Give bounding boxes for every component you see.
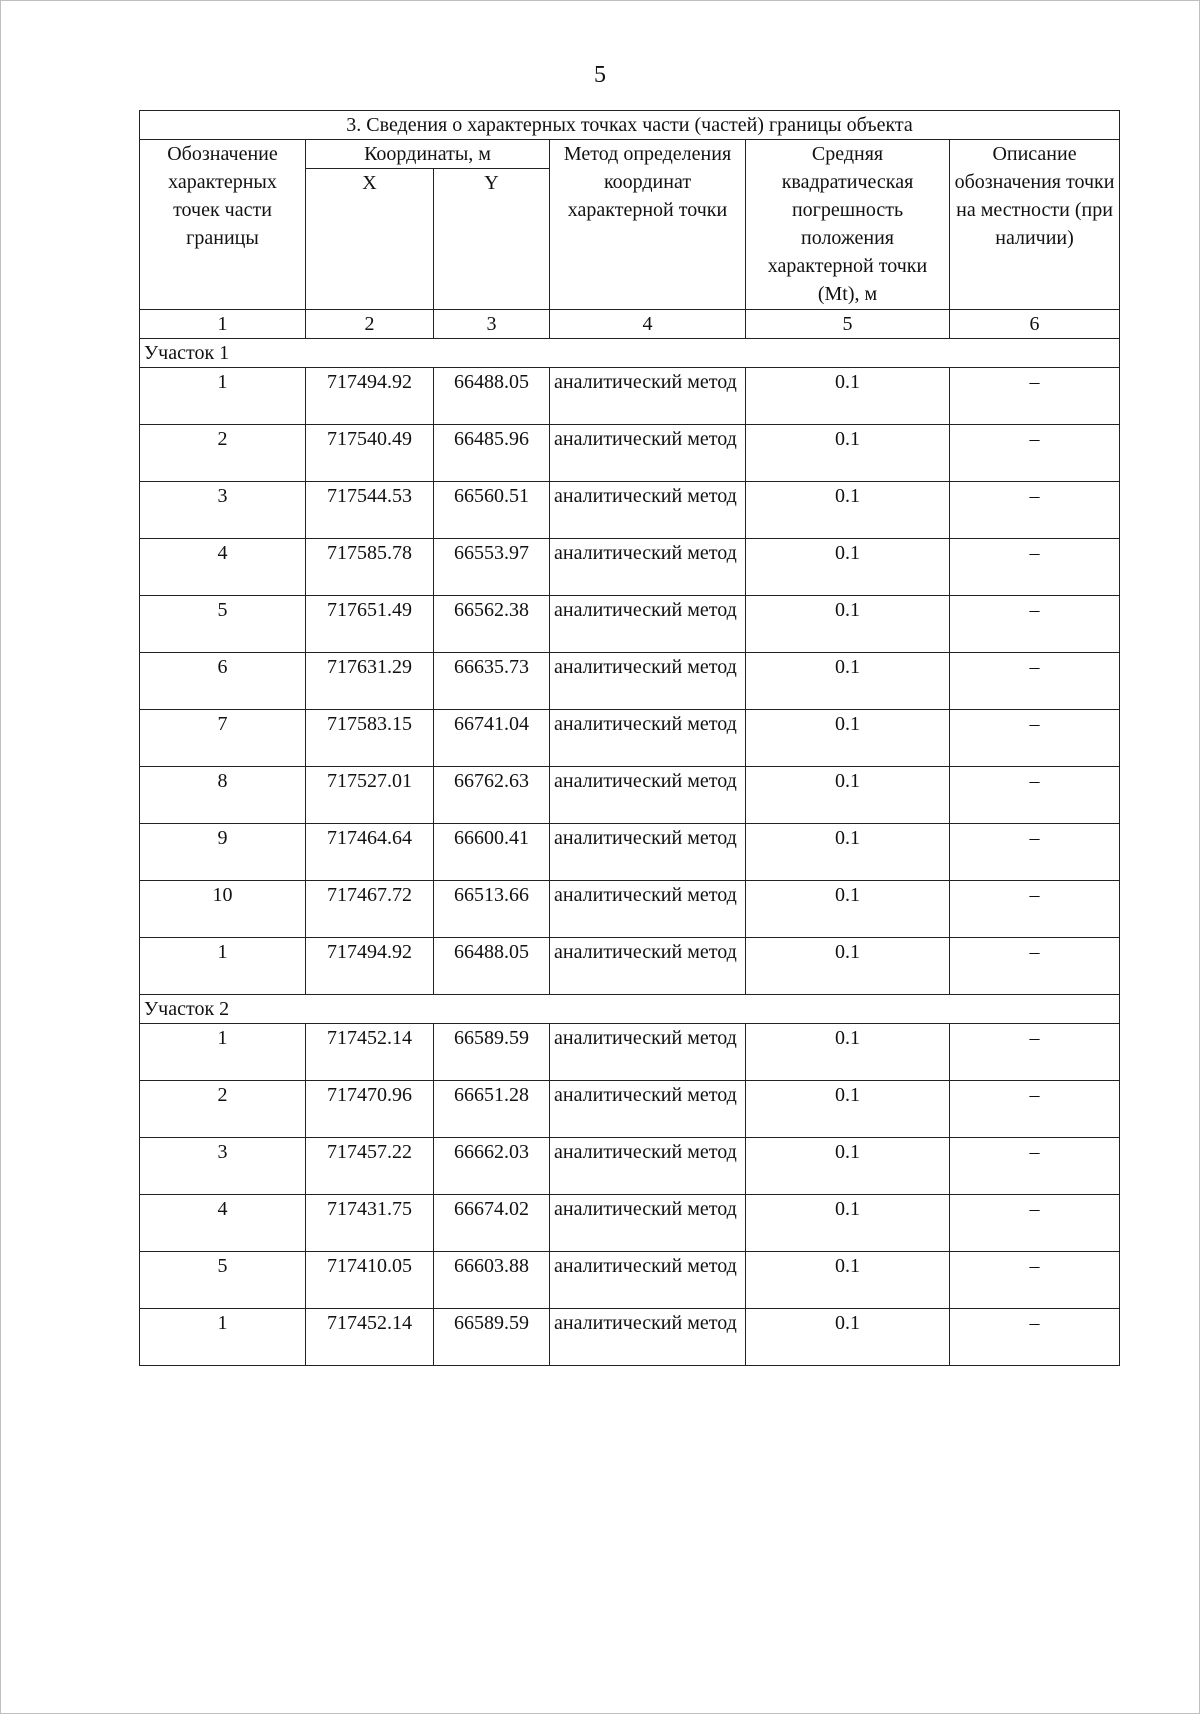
point-number-cell: 7	[140, 710, 306, 767]
table-row	[140, 1138, 1120, 1195]
section-title: Участок 2	[140, 995, 1120, 1024]
column-number: 2	[306, 310, 434, 339]
table-row	[140, 824, 1120, 881]
table-row	[140, 710, 1120, 767]
method-cell: аналитический метод	[550, 1252, 746, 1309]
header-error: Средняя квадратическая погрешность положения характерной точки (Mt), м	[746, 140, 950, 310]
description-cell: –	[950, 881, 1120, 938]
x-coordinate-cell: 717544.53	[306, 482, 434, 539]
error-cell: 0.1	[746, 425, 950, 482]
table-body	[140, 339, 1120, 1366]
point-number-cell: 1	[140, 368, 306, 425]
error-cell: 0.1	[746, 482, 950, 539]
y-coordinate-cell: 66603.88	[434, 1252, 550, 1309]
point-number-cell: 9	[140, 824, 306, 881]
header-point-designation: Обозначение характерных точек части границы	[140, 140, 306, 310]
method-cell: аналитический метод	[550, 368, 746, 425]
table-row	[140, 1309, 1120, 1366]
description-cell: –	[950, 596, 1120, 653]
x-coordinate-cell: 717631.29	[306, 653, 434, 710]
column-number: 4	[550, 310, 746, 339]
description-cell: –	[950, 1309, 1120, 1366]
point-number-cell: 5	[140, 596, 306, 653]
header-y: Y	[434, 169, 550, 310]
column-number: 6	[950, 310, 1120, 339]
error-cell: 0.1	[746, 1138, 950, 1195]
error-cell: 0.1	[746, 539, 950, 596]
point-number-cell: 1	[140, 1024, 306, 1081]
method-cell: аналитический метод	[550, 1024, 746, 1081]
point-number-cell: 3	[140, 482, 306, 539]
point-number-cell: 2	[140, 425, 306, 482]
x-coordinate-cell: 717410.05	[306, 1252, 434, 1309]
point-number-cell: 10	[140, 881, 306, 938]
y-coordinate-cell: 66600.41	[434, 824, 550, 881]
method-cell: аналитический метод	[550, 653, 746, 710]
method-cell: аналитический метод	[550, 767, 746, 824]
error-cell: 0.1	[746, 1309, 950, 1366]
description-cell: –	[950, 1195, 1120, 1252]
method-cell: аналитический метод	[550, 425, 746, 482]
error-cell: 0.1	[746, 1252, 950, 1309]
error-cell: 0.1	[746, 596, 950, 653]
column-numbers-row	[140, 310, 1120, 339]
method-cell: аналитический метод	[550, 539, 746, 596]
description-cell: –	[950, 653, 1120, 710]
page-number: 5	[594, 62, 606, 88]
section-row	[140, 995, 1120, 1024]
y-coordinate-cell: 66488.05	[434, 368, 550, 425]
y-coordinate-cell: 66560.51	[434, 482, 550, 539]
table-row	[140, 1252, 1120, 1309]
method-cell: аналитический метод	[550, 881, 746, 938]
description-cell: –	[950, 482, 1120, 539]
table-row	[140, 653, 1120, 710]
y-coordinate-cell: 66674.02	[434, 1195, 550, 1252]
point-number-cell: 1	[140, 938, 306, 995]
error-cell: 0.1	[746, 1195, 950, 1252]
column-number: 3	[434, 310, 550, 339]
y-coordinate-cell: 66762.63	[434, 767, 550, 824]
header-description: Описание обозначения точки на местности (при наличии)	[950, 140, 1120, 310]
x-coordinate-cell: 717583.15	[306, 710, 434, 767]
method-cell: аналитический метод	[550, 1309, 746, 1366]
method-cell: аналитический метод	[550, 1195, 746, 1252]
x-coordinate-cell: 717457.22	[306, 1138, 434, 1195]
description-cell: –	[950, 1081, 1120, 1138]
y-coordinate-cell: 66562.38	[434, 596, 550, 653]
x-coordinate-cell: 717431.75	[306, 1195, 434, 1252]
method-cell: аналитический метод	[550, 824, 746, 881]
table-row	[140, 425, 1120, 482]
y-coordinate-cell: 66485.96	[434, 425, 550, 482]
table-row	[140, 1024, 1120, 1081]
x-coordinate-cell: 717464.64	[306, 824, 434, 881]
table-row	[140, 368, 1120, 425]
table-row	[140, 539, 1120, 596]
method-cell: аналитический метод	[550, 1138, 746, 1195]
point-number-cell: 6	[140, 653, 306, 710]
point-number-cell: 4	[140, 1195, 306, 1252]
y-coordinate-cell: 66553.97	[434, 539, 550, 596]
column-number: 1	[140, 310, 306, 339]
table-row	[140, 767, 1120, 824]
point-number-cell: 1	[140, 1309, 306, 1366]
x-coordinate-cell: 717494.92	[306, 938, 434, 995]
y-coordinate-cell: 66589.59	[434, 1309, 550, 1366]
method-cell: аналитический метод	[550, 482, 746, 539]
x-coordinate-cell: 717494.92	[306, 368, 434, 425]
y-coordinate-cell: 66635.73	[434, 653, 550, 710]
y-coordinate-cell: 66662.03	[434, 1138, 550, 1195]
x-coordinate-cell: 717651.49	[306, 596, 434, 653]
table-row	[140, 1081, 1120, 1138]
table-row	[140, 881, 1120, 938]
y-coordinate-cell: 66651.28	[434, 1081, 550, 1138]
point-number-cell: 8	[140, 767, 306, 824]
description-cell: –	[950, 1138, 1120, 1195]
x-coordinate-cell: 717452.14	[306, 1309, 434, 1366]
table-row	[140, 482, 1120, 539]
method-cell: аналитический метод	[550, 710, 746, 767]
table-row	[140, 938, 1120, 995]
x-coordinate-cell: 717467.72	[306, 881, 434, 938]
method-cell: аналитический метод	[550, 938, 746, 995]
point-number-cell: 4	[140, 539, 306, 596]
section-title: Участок 1	[140, 339, 1120, 368]
table-title: 3. Сведения о характерных точках части (частей) границы объекта	[140, 111, 1120, 140]
method-cell: аналитический метод	[550, 1081, 746, 1138]
header-coordinates: Координаты, м	[306, 140, 550, 169]
header-method: Метод определения координат характерной точки	[550, 140, 746, 310]
description-cell: –	[950, 539, 1120, 596]
x-coordinate-cell: 717540.49	[306, 425, 434, 482]
point-number-cell: 5	[140, 1252, 306, 1309]
y-coordinate-cell: 66488.05	[434, 938, 550, 995]
x-coordinate-cell: 717470.96	[306, 1081, 434, 1138]
error-cell: 0.1	[746, 653, 950, 710]
y-coordinate-cell: 66741.04	[434, 710, 550, 767]
table-row	[140, 1195, 1120, 1252]
table-row	[140, 596, 1120, 653]
description-cell: –	[950, 368, 1120, 425]
method-cell: аналитический метод	[550, 596, 746, 653]
point-number-cell: 2	[140, 1081, 306, 1138]
header-x: X	[306, 169, 434, 310]
characteristic-points-table	[139, 110, 1120, 1366]
description-cell: –	[950, 710, 1120, 767]
description-cell: –	[950, 1252, 1120, 1309]
error-cell: 0.1	[746, 710, 950, 767]
error-cell: 0.1	[746, 1024, 950, 1081]
description-cell: –	[950, 1024, 1120, 1081]
y-coordinate-cell: 66589.59	[434, 1024, 550, 1081]
description-cell: –	[950, 824, 1120, 881]
section-row	[140, 339, 1120, 368]
y-coordinate-cell: 66513.66	[434, 881, 550, 938]
error-cell: 0.1	[746, 368, 950, 425]
column-number: 5	[746, 310, 950, 339]
x-coordinate-cell: 717527.01	[306, 767, 434, 824]
error-cell: 0.1	[746, 881, 950, 938]
description-cell: –	[950, 425, 1120, 482]
error-cell: 0.1	[746, 767, 950, 824]
description-cell: –	[950, 767, 1120, 824]
error-cell: 0.1	[746, 1081, 950, 1138]
x-coordinate-cell: 717452.14	[306, 1024, 434, 1081]
description-cell: –	[950, 938, 1120, 995]
error-cell: 0.1	[746, 824, 950, 881]
point-number-cell: 3	[140, 1138, 306, 1195]
x-coordinate-cell: 717585.78	[306, 539, 434, 596]
error-cell: 0.1	[746, 938, 950, 995]
